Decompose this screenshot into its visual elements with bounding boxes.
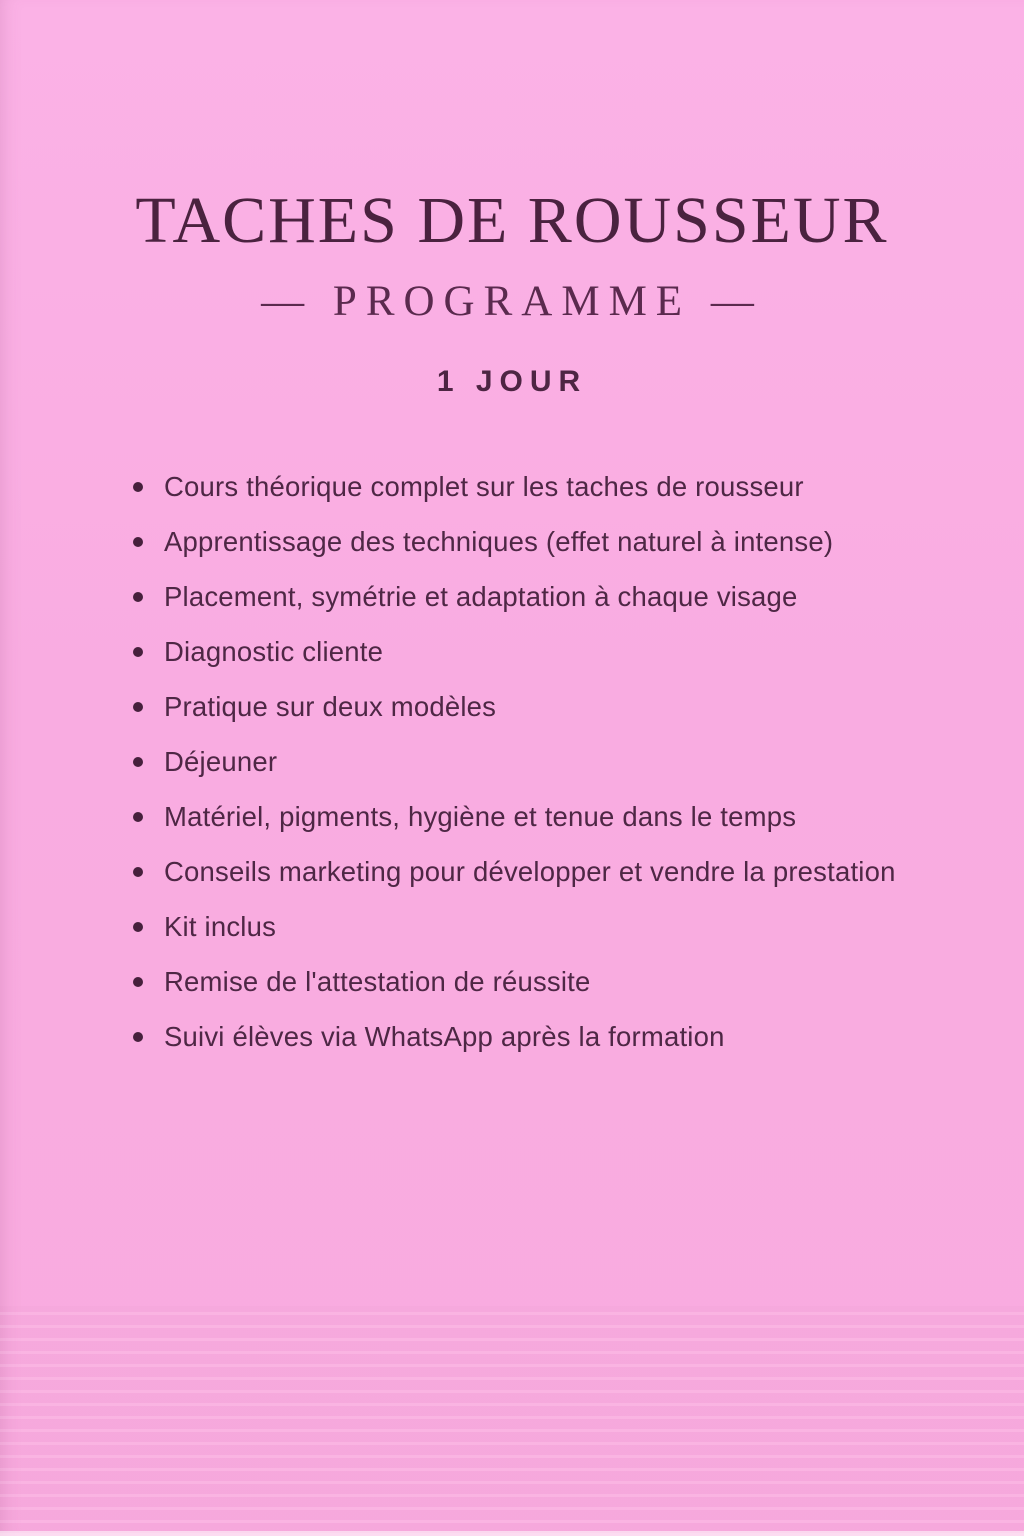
list-item-text: Matériel, pigments, hygiène et tenue dans le temps — [164, 801, 797, 832]
duration-label: 1 JOUR — [436, 365, 588, 398]
bullet-icon — [133, 702, 143, 712]
list-item — [133, 690, 944, 724]
bullet-icon — [133, 537, 143, 547]
list-item — [133, 910, 944, 944]
poster-subtitle: — PROGRAMME — — [261, 278, 763, 325]
paper-bottom-edge — [0, 1531, 1024, 1536]
list-item-text: Placement, symétrie et adaptation à chaque visage — [164, 581, 798, 612]
list-item — [133, 470, 944, 504]
list-item-text: Pratique sur deux modèles — [164, 691, 497, 722]
bullet-icon — [133, 977, 143, 987]
list-item — [133, 525, 944, 559]
program-list — [133, 470, 944, 1075]
bullet-icon — [133, 592, 143, 602]
list-item-text: Cours théorique complet sur les taches de rousseur — [164, 471, 804, 502]
bullet-icon — [133, 867, 143, 877]
bullet-icon — [133, 1032, 143, 1042]
list-item — [133, 855, 944, 889]
list-item — [133, 745, 944, 779]
paper-scan-texture — [0, 1306, 1024, 1536]
list-item — [133, 965, 944, 999]
list-item-text: Apprentissage des techniques (effet naturel à intense) — [164, 526, 834, 557]
list-item-text: Conseils marketing pour développer et vendre la prestation — [164, 856, 896, 887]
list-item-text: Kit inclus — [164, 911, 277, 942]
bullet-icon — [133, 812, 143, 822]
list-item — [133, 580, 944, 614]
list-item-text: Suivi élèves via WhatsApp après la formation — [164, 1021, 725, 1052]
bullet-icon — [133, 757, 143, 767]
list-item-text: Déjeuner — [164, 746, 278, 777]
list-item — [133, 635, 944, 669]
poster-title: TACHES DE ROUSSEUR — [135, 184, 889, 257]
bullet-icon — [133, 922, 143, 932]
list-item — [133, 1020, 944, 1054]
bullet-icon — [133, 482, 143, 492]
bullet-icon — [133, 647, 143, 657]
list-item-text: Diagnostic cliente — [164, 636, 384, 667]
list-item — [133, 800, 944, 834]
poster-header — [0, 184, 1024, 399]
list-item-text: Remise de l'attestation de réussite — [164, 966, 591, 997]
